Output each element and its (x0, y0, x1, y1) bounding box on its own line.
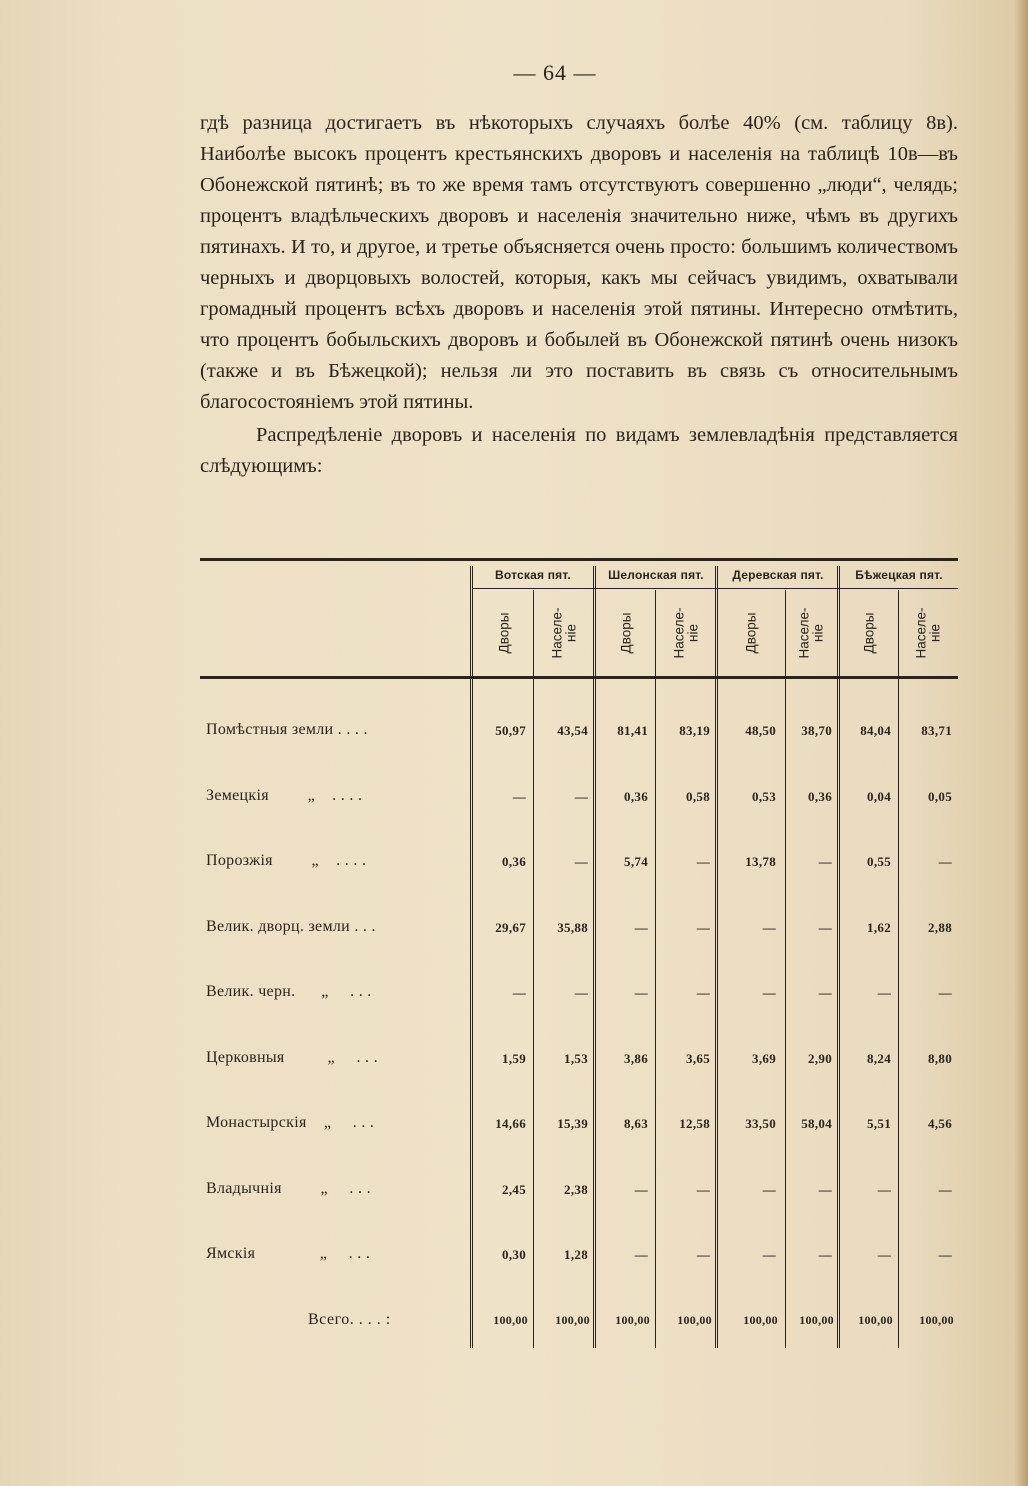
total-cell: 100,00 (677, 1312, 712, 1327)
subhead-naselenie-3: Населе- ніе (795, 607, 825, 659)
column-rule (655, 590, 656, 1348)
paragraph-2: Распредѣленіе дворовъ и населенія по видамъ землевладѣнія представляется слѣдующимъ: (200, 424, 958, 477)
table-cell: — (762, 1247, 776, 1262)
table-cell: — (696, 919, 710, 935)
group-header-derevskaya: Деревская пят. (732, 568, 824, 582)
row-label: Монастырскія „ . . . (206, 1114, 375, 1131)
table-cell: — (818, 985, 832, 1000)
total-cell: 100,00 (858, 1312, 893, 1327)
table-cell: — (574, 854, 588, 869)
table-cell: 8,63 (624, 1116, 648, 1131)
table-cell: 3,86 (624, 1050, 648, 1066)
table-cell: — (877, 1181, 891, 1197)
table-cell: 29,67 (495, 919, 526, 935)
paragraph-1: гдѣ разница достигаетъ въ нѣкоторыхъ случаяхъ болѣе 40% (см. таблицу 8в). Наиболѣе высокъ процентъ крестьянскихъ дворовъ и населенія на таблицѣ 10в—въ Обонежской пятинѣ; въ то же время тамъ отсутствуютъ совершенно „люди“, челядь; процентъ владѣльческихъ дворовъ и населенія значительно ниже, чѣмъ въ другихъ пятинахъ. И то, и другое, и третье объясняется очень просто: большимъ количествомъ черныхъ и дворцовыхъ волостей, которыя, какъ мы сейчасъ увидимъ, охватывали громадный процентъ всѣхъ дворовъ и населенія этой пятины. Интересно отмѣтить, что процентъ бобыльскихъ дворовъ и бобылей въ Обонежской пятинѣ очень низокъ (также и въ Бѣжецкой); нельзя ли это поставить въ связь съ относительнымъ благосостояніемъ этой пятины. (200, 112, 958, 413)
table-top-rule (200, 558, 958, 561)
table-cell: 83,19 (679, 723, 710, 738)
subhead-naselenie-1: Населе- ніе (548, 607, 578, 659)
subhead-dvory-3: Дворы (742, 612, 758, 654)
table-cell: 0,05 (928, 788, 952, 804)
row-label: Земецкія „ . . . . (206, 786, 363, 804)
row-label: Церковныя „ . . . (206, 1048, 378, 1066)
table-cell: — (574, 788, 588, 804)
table-cell: — (818, 919, 832, 935)
group-header-shelonskaya: Шелонская пят. (608, 568, 704, 582)
row-label: Помѣстныя земли . . . . (206, 721, 368, 738)
table-cell: 2,90 (808, 1050, 832, 1066)
table-cell: — (818, 854, 832, 869)
column-rule (837, 566, 840, 1348)
table-cell: — (762, 985, 776, 1000)
table-cell: — (696, 854, 710, 869)
table-cell: 15,39 (557, 1116, 588, 1131)
table-cell: — (818, 1181, 832, 1197)
subhead-naselenie-2: Населе- ніе (670, 607, 700, 659)
subhead-dvory-2: Дворы (617, 612, 633, 654)
total-cell: 100,00 (555, 1312, 590, 1327)
table-cell: — (762, 1181, 776, 1197)
column-rule (715, 566, 718, 1348)
table-cell: 0,53 (752, 788, 776, 804)
table-cell: — (512, 985, 526, 1000)
table-cell: 48,50 (745, 723, 776, 738)
table-cell: — (634, 985, 648, 1000)
table-cell: 1,28 (564, 1247, 588, 1262)
total-cell: 100,00 (919, 1312, 954, 1327)
subhead-naselenie-4: Населе- ніе (912, 607, 942, 659)
table-cell: — (938, 854, 952, 869)
table-cell: 2,38 (564, 1181, 588, 1197)
table-cell: — (634, 1181, 648, 1197)
table-cell: — (634, 919, 648, 935)
page-edge-shadow (1014, 0, 1028, 1486)
body-text (200, 108, 958, 482)
table-cell: 83,71 (921, 723, 952, 738)
column-rule (533, 590, 534, 1348)
table-cell: 3,69 (752, 1050, 776, 1066)
table-cell: 0,04 (867, 788, 891, 804)
table-cell: 38,70 (801, 723, 832, 738)
row-label: Велик. дворц. земли . . . (206, 917, 376, 935)
table-cell: — (696, 985, 710, 1000)
table-cell: 0,36 (808, 788, 832, 804)
table-cell: 4,56 (928, 1116, 952, 1131)
table-cell: 81,41 (617, 723, 648, 738)
table-cell: 13,78 (745, 854, 776, 869)
table-cell: — (877, 1247, 891, 1262)
table-cell: 5,74 (624, 854, 648, 869)
table-cell: 0,58 (686, 788, 710, 804)
table-cell: — (938, 985, 952, 1000)
table-header-rule (200, 676, 958, 679)
table-cell: — (877, 985, 891, 1000)
column-rule (898, 590, 899, 1348)
table-cell: 0,36 (624, 788, 648, 804)
page-number: — 64 — (513, 60, 597, 85)
table-cell: — (818, 1247, 832, 1262)
table-cell: 1,62 (867, 919, 891, 935)
total-cell: 100,00 (743, 1312, 778, 1327)
subhead-dvory-1: Дворы (495, 612, 511, 654)
table-cell: 14,66 (495, 1116, 526, 1131)
table-cell: 0,30 (502, 1247, 526, 1262)
table-cell: 12,58 (679, 1116, 710, 1131)
table-cell: — (762, 919, 776, 935)
row-label: Велик. черн. „ . . . (206, 983, 372, 1000)
table-cell: 33,50 (745, 1116, 776, 1131)
table-cell: — (634, 1247, 648, 1262)
table-cell: 1,53 (564, 1050, 588, 1066)
total-cell: 100,00 (799, 1312, 834, 1327)
table-cell: 1,59 (502, 1050, 526, 1066)
table-cell: 0,36 (502, 854, 526, 869)
table-cell: — (938, 1181, 952, 1197)
row-label: Владычнія „ . . . (206, 1179, 371, 1197)
group-header-bezhetskaya: Бѣжецкая пят. (855, 568, 943, 582)
subhead-dvory-4: Дворы (860, 612, 876, 654)
table-cell: 58,04 (801, 1116, 832, 1131)
table-cell: 84,04 (860, 723, 891, 738)
table-cell: — (574, 985, 588, 1000)
total-cell: 100,00 (493, 1312, 528, 1327)
table-cell: 43,54 (557, 723, 588, 738)
table-cell: 2,88 (928, 919, 952, 935)
group-header-votskaya: Вотская пят. (495, 568, 571, 582)
column-rule (593, 566, 596, 1348)
table-cell: 5,51 (867, 1116, 891, 1131)
column-rule (785, 590, 786, 1348)
table-cell: 2,45 (502, 1181, 526, 1197)
table-cell: 35,88 (557, 919, 588, 935)
table-cell: 3,65 (686, 1050, 710, 1066)
table-cell: — (938, 1247, 952, 1262)
table-cell: 50,97 (495, 723, 526, 738)
table-cell: 8,24 (867, 1050, 891, 1066)
table-cell: 8,80 (928, 1050, 952, 1066)
table-cell: 0,55 (867, 854, 891, 869)
table-cell: — (512, 788, 526, 804)
total-row-label: Всего. . . . : (308, 1310, 391, 1328)
row-label: Порозжія „ . . . . (206, 852, 367, 869)
land-distribution-table (200, 558, 958, 1358)
total-cell: 100,00 (615, 1312, 650, 1327)
column-rule (470, 566, 473, 1348)
row-label: Ямскія „ . . . (206, 1245, 371, 1262)
table-cell: — (696, 1247, 710, 1262)
table-cell: — (696, 1181, 710, 1197)
